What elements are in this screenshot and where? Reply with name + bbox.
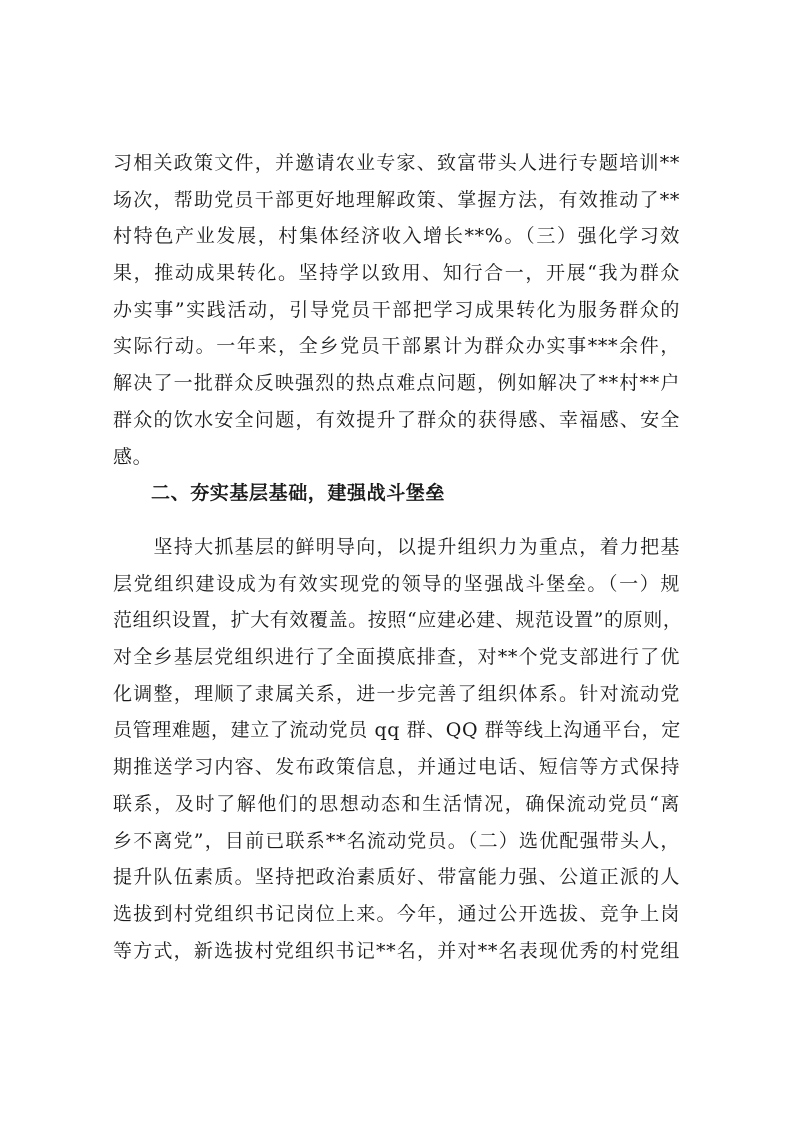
text-line: 期推送学习内容、发布政策信息，并通过电话、短信等方式保持 <box>113 756 680 779</box>
text-line: 提升队伍素质。坚持把政治素质好、带富能力强、公道正派的人 <box>113 866 680 889</box>
text-line: 等方式，新选拔村党组织书记**名，并对**名表现优秀的村党组 <box>113 939 680 962</box>
text-line: 层党组织建设成为有效实现党的领导的坚强战斗堡垒。（一）规 <box>113 572 680 595</box>
text-line: 场次，帮助党员干部更好地理解政策、掌握方法，有效推动了** <box>113 188 680 211</box>
paragraph-section-2 <box>113 529 683 969</box>
text-line: 范组织设置，扩大有效覆盖。按照“应建必建、规范设置”的原则， <box>113 609 683 632</box>
text-line: 坚持大抓基层的鲜明导向，以提升组织力为重点，着力把基 <box>113 536 680 558</box>
text-line: 联系，及时了解他们的思想动态和生活情况，确保流动党员“离 <box>113 792 680 815</box>
section-heading: 二、夯实基层基础，建强战斗堡垒 <box>151 482 446 504</box>
text-line: 习相关政策文件，并邀请农业专家、致富带头人进行专题培训** <box>113 152 680 174</box>
text-line: 选拔到村党组织书记岗位上来。今年，通过公开选拔、竞争上岗 <box>113 902 680 925</box>
text-line: 对全乡基层党组织进行了全面摸底排查，对**个党支部进行了优 <box>113 646 680 669</box>
text-line: 村特色产业发展，村集体经济收入增长**%。（三）强化学习效 <box>113 225 680 248</box>
text-line: 实际行动。一年来，全乡党员干部累计为群众办实事***余件， <box>113 335 680 358</box>
paragraph-section-1 <box>113 145 680 475</box>
text-line: 乡不离党”，目前已联系**名流动党员。（二）选优配强带头人， <box>113 829 680 852</box>
text-line: 果，推动成果转化。坚持学以致用、知行合一，开展“我为群众 <box>113 262 680 285</box>
text-line: 化调整，理顺了隶属关系，进一步完善了组织体系。针对流动党 <box>113 682 680 705</box>
text-line: 群众的饮水安全问题，有效提升了群众的获得感、幸福感、安全 <box>113 408 680 431</box>
text-line: 员管理难题，建立了流动党员 qq 群、QQ 群等线上沟通平台，定 <box>113 719 681 742</box>
text-line: 办实事”实践活动，引导党员干部把学习成果转化为服务群众的 <box>113 298 680 321</box>
text-line: 感。 <box>113 445 153 468</box>
text-line: 解决了一批群众反映强烈的热点难点问题，例如解决了**村**户 <box>113 372 680 395</box>
